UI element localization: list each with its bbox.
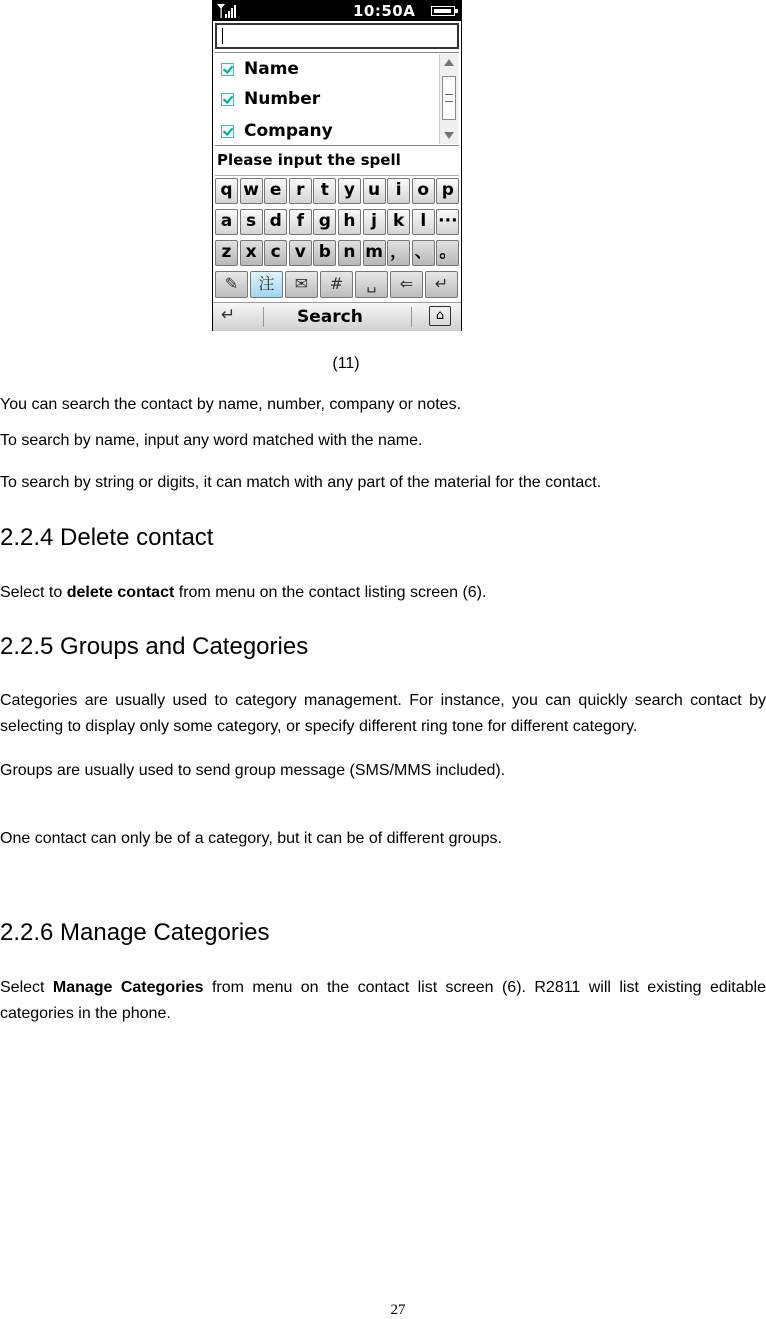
text: from menu on the contact listing screen (6). [174,584,487,601]
checkbox-name[interactable] [221,63,234,76]
phone-screenshot [212,0,462,331]
key-3-8[interactable]: 、 [412,240,435,266]
battery-icon [431,6,455,16]
key-1-9[interactable]: p [436,178,459,204]
scroll-up-icon[interactable] [444,59,454,66]
scroll-down-icon[interactable] [444,132,454,139]
key-3-4[interactable]: b [313,240,336,266]
menu-item-reference: delete contact [66,584,175,601]
key-2-9[interactable]: ··· [436,209,459,235]
key-1-5[interactable]: y [338,178,361,204]
option-company[interactable] [221,119,333,143]
keyboard-row-3 [215,240,461,268]
section-heading: 2.2.4 Delete contact [0,524,214,551]
paragraph: One contact can only be of a category, but it can be of different groups. [0,830,502,847]
paragraph [0,580,766,606]
key-2-1[interactable]: s [240,209,263,235]
key-3-2[interactable]: c [264,240,287,266]
softkey-bar [213,302,461,331]
paragraph: To search by name, input any word matched with the name. [0,432,423,449]
envelope-icon[interactable]: ✉ [285,271,318,298]
search-options-list [215,52,459,146]
key-3-5[interactable]: n [338,240,361,266]
option-number[interactable] [221,87,320,111]
keyboard-function-row [215,271,461,299]
keyboard-row-2 [215,209,461,237]
section-heading: 2.2.6 Manage Categories [0,919,270,946]
search-input[interactable] [215,23,459,49]
key-2-0[interactable]: a [215,209,238,235]
option-name-label: Name [244,59,299,79]
key-2-7[interactable]: k [387,209,410,235]
pen-icon[interactable]: ✎ [215,271,248,298]
key-3-7[interactable]: ， [387,240,410,266]
text: from menu on the contact list screen (6). R2811 will list existing editable categories in the phone. [0,979,766,1022]
softkey-divider [411,307,412,327]
key-1-3[interactable]: r [289,178,312,204]
paragraph: Groups are usually used to send group message (SMS/MMS included). [0,762,506,779]
home-icon[interactable]: ⌂ [429,306,451,326]
menu-item-reference: Manage Categories [52,979,204,996]
section-heading: 2.2.5 Groups and Categories [0,633,309,660]
key-3-9[interactable]: 。 [436,240,459,266]
input-hint: Please input the spell [217,151,401,169]
key-2-6[interactable]: j [363,209,386,235]
checkbox-company[interactable] [221,125,234,138]
key-2-8[interactable]: l [412,209,435,235]
key-3-1[interactable]: x [240,240,263,266]
option-name[interactable] [221,57,299,81]
option-number-label: Number [244,89,321,109]
key-2-2[interactable]: d [264,209,287,235]
paragraph: To search by string or digits, it can match with any part of the material for the contact. [0,474,602,491]
softkey-divider [263,307,264,327]
option-company-label: Company [244,121,333,141]
key-1-1[interactable]: w [240,178,263,204]
space-icon[interactable]: ␣ [355,271,388,298]
checkbox-number[interactable] [221,93,234,106]
paragraph: You can search the contact by name, number, company or notes. [0,396,462,413]
key-2-5[interactable]: h [338,209,361,235]
page-number: 27 [390,1302,406,1318]
paragraph [0,975,766,1027]
scroll-thumb[interactable] [442,76,456,120]
search-button[interactable]: Search [297,307,363,327]
zhuyin-icon[interactable]: 注 [250,271,283,298]
key-3-0[interactable]: z [215,240,238,266]
key-1-0[interactable]: q [215,178,238,204]
backspace-icon[interactable]: ⇐ [390,271,423,298]
figure-caption: (11) [332,355,360,372]
key-3-3[interactable]: v [289,240,312,266]
key-1-4[interactable]: t [313,178,336,204]
keyboard-row-1 [215,178,461,206]
key-1-2[interactable]: e [264,178,287,204]
key-2-3[interactable]: f [289,209,312,235]
key-1-8[interactable]: o [412,178,435,204]
paragraph: Categories are usually used to category management. For instance, you can quickly search contact by selecting to display only some category, or specify different ring tone for different category. [0,692,766,735]
enter-icon[interactable]: ↵ [425,271,458,298]
key-1-7[interactable]: i [387,178,410,204]
scrollbar[interactable] [439,54,458,144]
text: Select to [0,584,67,601]
clock: 10:50A [353,2,416,20]
enter-icon[interactable]: ↵ [221,305,236,325]
key-2-4[interactable]: g [313,209,336,235]
text-cursor [222,28,223,44]
text: Select [0,979,53,996]
hash-icon[interactable]: # [320,271,353,298]
status-bar [213,1,461,21]
key-3-6[interactable]: m [363,240,386,266]
key-1-6[interactable]: u [363,178,386,204]
signal-icon [217,4,241,18]
